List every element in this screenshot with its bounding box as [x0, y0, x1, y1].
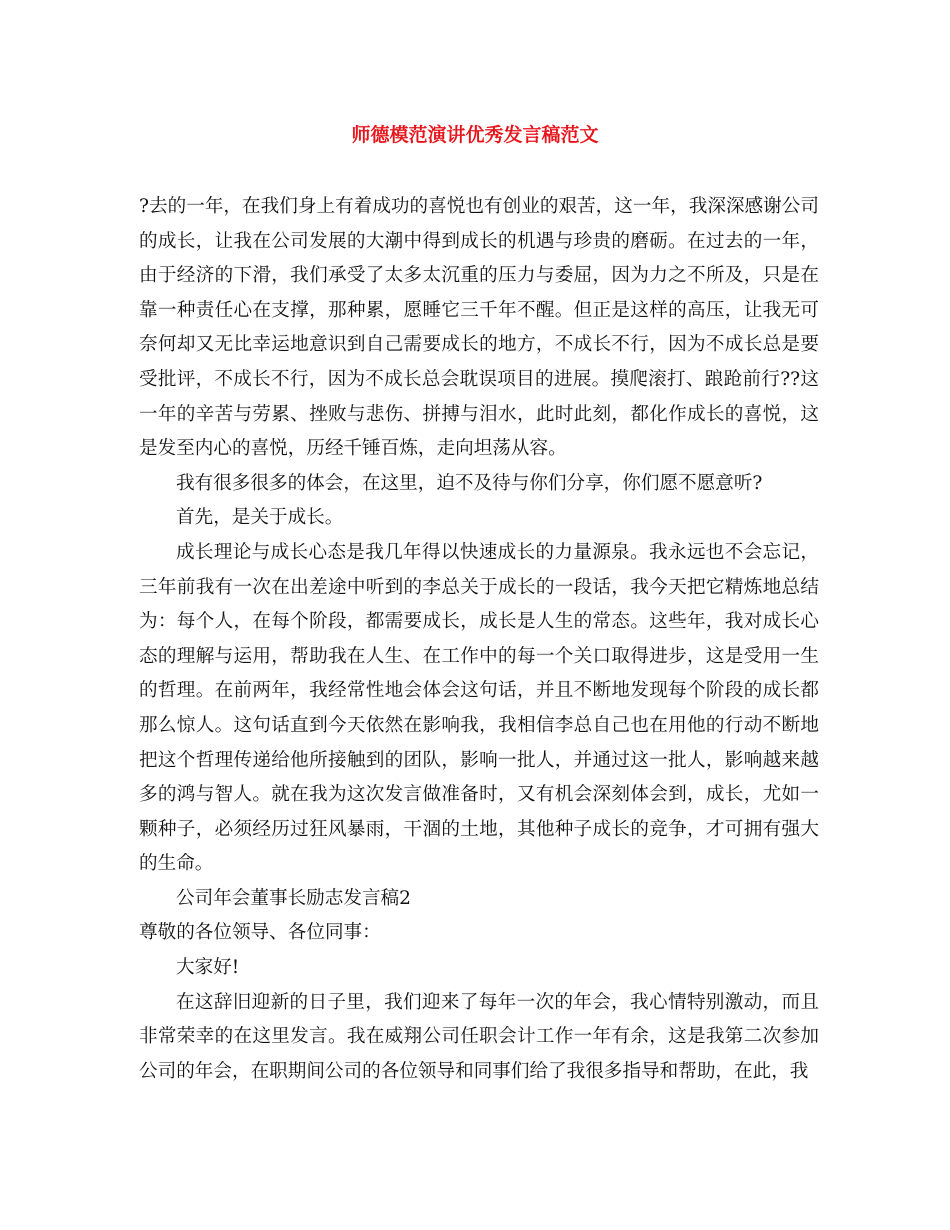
- section-heading: 公司年会董事长励志发言稿2: [176, 887, 411, 909]
- document-title: 师德模范演讲优秀发言稿范文: [351, 124, 599, 146]
- salutation: 尊敬的各位领导、各位同事：: [139, 922, 381, 944]
- paragraph-first: 首先，是关于成长。: [176, 507, 344, 529]
- paragraph-intro: ?去的一年，在我们身上有着成功的喜悦也有创业的艰苦，这一年，我深深感谢公司的成长，让我在公司发展的大潮中得到成长的机遇与珍贵的磨砺。在过去的一年，由于经济的下滑，我们承受了太多太沉重的压力与委屈，因为力之不所及，只是在靠一种责任心在支撑，那种累，愿睡它三千年不醒。但正是这样的高压，让我无可奈何却又无比幸运地意识到自己需要成长的地方，不成长不行，因为不成长总是要受批评，不成长不行，因为不成长总会耽误项目的进展。摸爬滚打、踉跄前行??这一年的辛苦与劳累、挫败与悲伤、拼搏与泪水，此时此刻，都化作成长的喜悦，这是发至内心的喜悦，历经千锤百炼，走向坦荡从容。: [139, 196, 819, 460]
- greeting: 大家好!: [176, 957, 240, 979]
- paragraph-annual-meeting: 在这辞旧迎新的日子里，我们迎来了每年一次的年会，我心情特别激动，而且非常荣幸的在这里发言。我在威翔公司任职会计工作一年有余，这是我第二次参加公司的年会，在职期间公司的各位领导和同事们给了我很多指导和帮助，在此，我: [139, 991, 819, 1082]
- paragraph-share: 我有很多很多的体会，在这里，迫不及待与你们分享，你们愿不愿意听?: [176, 472, 763, 494]
- paragraph-growth: 成长理论与成长心态是我几年得以快速成长的力量源泉。我永远也不会忘记，三年前我有一次在出差途中听到的李总关于成长的一段话，我今天把它精炼地总结为：每个人，在每个阶段，都需要成长，成长是人生的常态。这些年，我对成长心态的理解与运用，帮助我在人生、在工作中的每一个关口取得进步，这是受用一生的哲理。在前两年，我经常性地会体会这句话，并且不断地发现每个阶段的成长都那么惊人。这句话直到今天依然在影响我，我相信李总自己也在用他的行动不断地把这个哲理传递给他所接触到的团队，影响一批人，并通过这一批人，影响越来越多的鸿与智人。就在我为这次发言做准备时，又有机会深刻体会到，成长，尤如一颗种子，必须经历过狂风暴雨，干涸的土地，其他种子成长的竞争，才可拥有强大的生命。: [139, 541, 819, 875]
- document-body: [139, 190, 819, 1089]
